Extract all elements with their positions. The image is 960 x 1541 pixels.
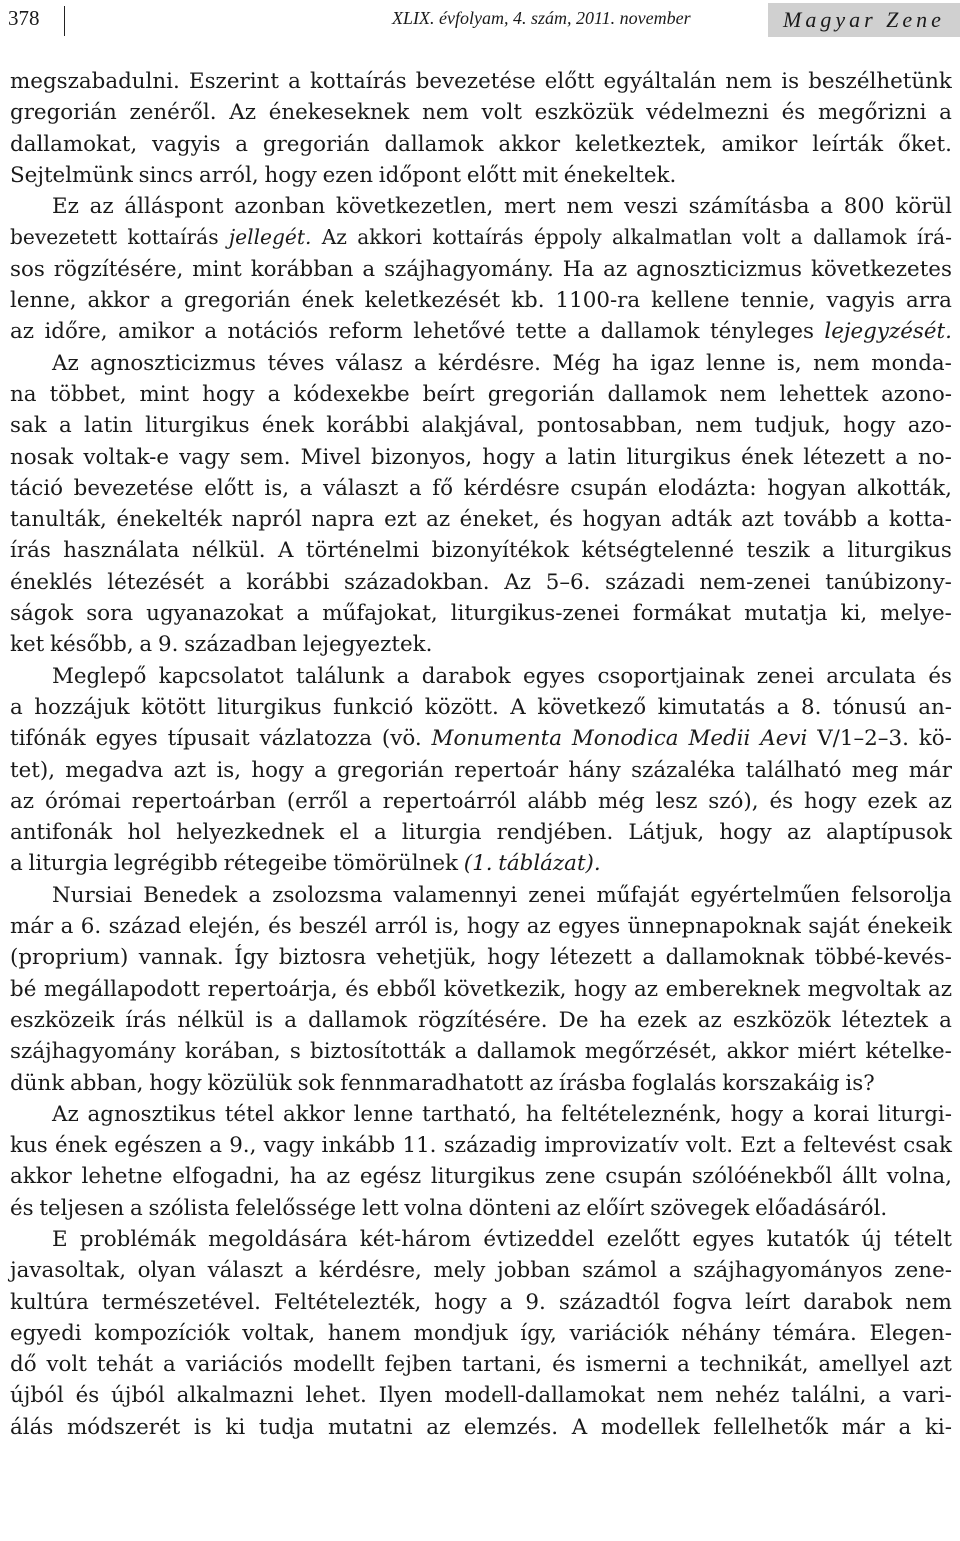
text-line: Az agnosztikus tétel akkor lenne tartható, ha feltételeznénk, hogy a korai liturgi- bbox=[52, 1101, 952, 1127]
text-line: újból és újból alkalmazni lehet. Ilyen modell-dallamokat nem nehéz találni, a vari- bbox=[10, 1383, 952, 1409]
text-line: szájhagyomány korában, s biztosították a dallamok megőrzését, akkor miért kételke- bbox=[10, 1039, 952, 1065]
header-divider bbox=[64, 6, 65, 36]
page-header bbox=[0, 0, 960, 44]
text-line: Meglepő kapcsolatot találunk a darabok egyes csoportjainak zenei arculata és bbox=[52, 663, 952, 689]
text-line: javasoltak, olyan választ a kérdésre, mely jobban számol a szájhagyományos zene- bbox=[10, 1258, 952, 1284]
text-line: lenne, akkor a gregorián ének keletkezését kb. 1100-ra kellene tennie, vagyis arra bbox=[10, 288, 952, 314]
text-line: írás használata nélkül. A történelmi bizonyítékok kétségtelenné teszik a liturgikus bbox=[10, 538, 952, 564]
text-line: nosak voltak-e vagy sem. Mivel bizonyos, hogy a latin liturgikus ének létezett a no- bbox=[10, 444, 952, 470]
text-line: ságok sora ugyanazokat a műfajokat, liturgikus-zenei formákat mutatja ki, melye- bbox=[10, 601, 952, 627]
text-line: E problémák megoldására két-három évtizeddel ezelőtt egyes kutatók új tételt bbox=[52, 1226, 952, 1252]
text-line: dő volt tehát a variációs modellt fejben tartani, és ismerni a technikát, amellyel azt bbox=[10, 1352, 952, 1378]
text-line: (proprium) vannak. Így biztosra vehetjük, hogy létezett a dallamoknak többé-kevés- bbox=[10, 945, 952, 971]
text-line: megszabadulni. Eszerint a kottaírás bevezetése előtt egyáltalán nem is beszélhetünk bbox=[10, 69, 952, 94]
text-line: tet), megadva azt is, hogy a gregorián repertoár hány százaléka található meg már bbox=[10, 757, 952, 783]
text-line: sos rögzítésére, mint korábban a szájhagyomány. Ha az agnoszticizmus következetes bbox=[10, 256, 952, 282]
text-line: a hozzájuk kötött liturgikus funkció között. A következő kimutatás a 8. tónusú an- bbox=[10, 694, 952, 720]
text-line: éneklés létezését a korábbi századokban. Az 5–6. századi nem-zenei tanúbizony- bbox=[10, 569, 952, 595]
text-line: kus ének egészen a 9., vagy inkább 11. századig improvizatív volt. Ezt a feltevést csak bbox=[10, 1133, 952, 1159]
text-line: gregorián zenéről. Az énekeseknek nem volt eszközük védelmezni és megőrizni a bbox=[10, 100, 952, 126]
text-line: Ez az álláspont azonban következetlen, mert nem veszi számításba a 800 körül bbox=[52, 194, 952, 220]
text-line: a liturgia legrégibb rétegeibe tömörülnek (1. táblázat). bbox=[10, 851, 601, 877]
text-line: Az agnoszticizmus téves válasz a kérdésre. Még ha igaz lenne is, nem monda- bbox=[52, 350, 952, 376]
journal-title: Magyar Zene bbox=[768, 3, 960, 37]
article-body bbox=[10, 66, 952, 1443]
text-line: kultúra természetével. Feltételezték, hogy a 9. századtól fogva leírt darabok nem bbox=[10, 1289, 952, 1315]
text-line: sak a latin liturgikus ének korábbi alakjával, pontosabban, nem tudjuk, hogy azo- bbox=[10, 413, 952, 439]
text-line: tanulták, énekelték napról napra ezt az éneket, és hogyan adták azt tovább a kotta- bbox=[10, 507, 952, 533]
text-line: már a 6. század elején, és beszél arról is, hogy az egyes ünnepnapoknak saját énekeik bbox=[10, 914, 952, 940]
text-line: tifónák egyes típusait vázlatozza (vö. Monumenta Monodica Medii Aevi V/1–2–3. kö- bbox=[10, 726, 952, 752]
text-line: Nursiai Benedek a zsolozsma valamennyi zenei műfaját egyértelműen felsorolja bbox=[52, 882, 952, 908]
text-line: antifonák hol helyezkednek el a liturgia rendjében. Látjuk, hogy az alaptípusok bbox=[10, 820, 952, 846]
text-line: álás módszerét is ki tudja mutatni az elemzés. A modellek fellelhetők már a ki- bbox=[10, 1414, 952, 1440]
issue-info: XLIX. évfolyam, 4. szám, 2011. november bbox=[392, 8, 691, 28]
text-line: Sejtelmünk sincs arról, hogy ezen időpont előtt mit énekeltek. bbox=[10, 162, 677, 188]
text-line: dallamokat, vagyis a gregorián dallamok akkor keletkeztek, amikor leírták őket. bbox=[10, 131, 952, 157]
text-line: az órómai repertoárban (erről a repertoárról alább még lesz szó), és hogy ezek az bbox=[10, 788, 952, 814]
text-line: és teljesen a szólista felelőssége lett volna dönteni az előírt szövegek előadásáról. bbox=[10, 1195, 888, 1221]
text-line: akkor lehetne elfogadni, ha az egész liturgikus zene csupán szólóénekből állt volna, bbox=[10, 1164, 952, 1190]
text-line: ket később, a 9. században lejegyeztek. bbox=[10, 632, 433, 658]
text-line: egyedi kompozíciók voltak, hanem mondjuk így, variációk néhány témára. Elegen- bbox=[10, 1320, 952, 1346]
page-number: 378 bbox=[8, 6, 40, 30]
text-line: na többet, mint hogy a kódexekbe beírt gregorián dallamok nem lehettek azono- bbox=[10, 381, 952, 407]
text-line: bé megállapodott repertoárja, és ebből következik, hogy az embereknek megvoltak az bbox=[10, 976, 952, 1002]
text-line: táció bevezetése előtt is, a választ a fő kérdésre csupán elodázta: hogyan alkották, bbox=[10, 475, 952, 501]
text-line: eszközeik írás nélkül is a dallamok rögzítésére. De ha ezek az eszközök léteztek a bbox=[10, 1007, 952, 1033]
text-line: dünk abban, hogy közülük sok fennmaradhatott az írásba foglalás korszakáig is? bbox=[10, 1070, 875, 1096]
text-line: az időre, amikor a notációs reform lehetővé tette a dallamok tényleges lejegyzését. bbox=[10, 319, 952, 345]
text-line: bevezetett kottaírás jellegét. Az akkori kottaírás éppoly alkalmatlan volt a dallamok írá- bbox=[10, 225, 952, 250]
